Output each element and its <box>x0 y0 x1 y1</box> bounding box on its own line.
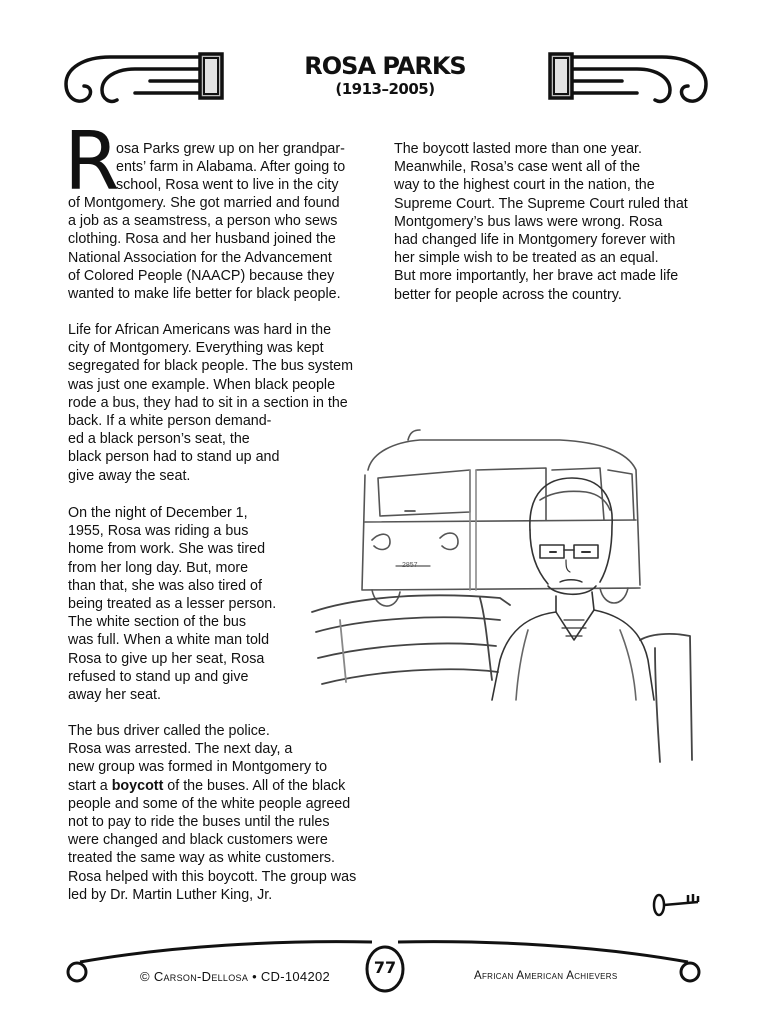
text-line: away her seat. <box>68 687 161 704</box>
right-column-paragraph <box>394 140 688 304</box>
text-line: ents’ farm in Alabama. After going to <box>116 159 346 176</box>
paragraph-2 <box>68 321 353 485</box>
text-line: refused to stand up and give <box>68 668 249 685</box>
text-line: way to the highest court in the nation, the <box>394 177 655 194</box>
text-line: The white section of the bus <box>68 614 247 631</box>
paragraph-1 <box>68 194 341 303</box>
text-line: Rosa to give up her seat, Rosa <box>68 650 265 667</box>
page-number: 77 <box>373 958 397 977</box>
text-line: was just one example. When black people <box>68 376 336 393</box>
right-header-ornament <box>550 54 706 101</box>
text-line: rode a bus, they had to sit in a section in the <box>68 394 348 411</box>
drop-cap-letter: R <box>64 115 118 208</box>
text-line: led by Dr. Martin Luther King, Jr. <box>68 886 273 903</box>
book-title: African American Achievers <box>474 970 618 982</box>
text-line: The boycott lasted more than one year. <box>394 141 642 157</box>
text-line: The bus driver called the police. <box>68 723 270 739</box>
text-line: ed a black person’s seat, the <box>68 431 250 448</box>
text-line: Rosa helped with this boycott. The group was <box>68 868 357 885</box>
text-line: people and some of the white people agreed <box>68 795 351 812</box>
text-line: Rosa was arrested. The next day, a <box>68 741 293 758</box>
copyright-symbol: © <box>140 969 150 984</box>
text-line: from her long day. But, more <box>68 559 249 576</box>
text-line: her simple wish to be treated as an equal. <box>394 250 659 267</box>
text-line: But more importantly, her brave act made life <box>394 268 679 285</box>
text-run: of the buses. All of the black <box>163 777 346 794</box>
rosa-bus-illustration <box>312 430 692 762</box>
text-line: Meanwhile, Rosa’s case went all of the <box>394 159 641 176</box>
text-line: back. If a white person demand- <box>68 413 272 430</box>
text-line: school, Rosa went to live in the city <box>116 177 339 194</box>
page-title: ROSA PARKS <box>304 52 466 80</box>
text-line: home from work. She was tired <box>68 541 266 558</box>
paragraph-4 <box>68 722 356 904</box>
text-line: were changed and black customers were <box>68 832 328 849</box>
text-line: Montgomery’s bus laws were wrong. Rosa <box>394 213 663 230</box>
text-line: of Colored People (NAACP) because they <box>68 267 335 284</box>
publisher-name: Carson-Dellosa <box>153 969 249 984</box>
text-line: of Montgomery. She got married and found <box>68 195 340 211</box>
text-line: a job as a seamstress, a person who sews <box>68 213 338 230</box>
text-line: new group was formed in Montgomery to <box>68 759 328 776</box>
paragraph-3 <box>68 504 276 704</box>
text-line-with-bold <box>68 777 356 795</box>
text-line: city of Montgomery. Everything was kept <box>68 340 324 357</box>
text-line: On the night of December 1, <box>68 505 248 521</box>
text-line: better for people across the country. <box>394 286 622 303</box>
text-line: being treated as a lesser person. <box>68 596 277 613</box>
text-line: had changed life in Montgomery forever with <box>394 232 676 249</box>
text-line: National Association for the Advancement <box>68 249 332 266</box>
bus-seats-drawing <box>312 595 692 762</box>
text-line: Supreme Court. The Supreme Court ruled that <box>394 195 688 212</box>
bus-drawing <box>362 430 640 606</box>
bus-number: 2857 <box>402 562 418 569</box>
text-run: start a <box>68 777 112 794</box>
footer-publisher <box>140 969 330 984</box>
text-line: Life for African Americans was hard in the <box>68 322 332 338</box>
text-line: not to pay to ride the buses until the rules <box>68 814 330 831</box>
key-icon <box>654 894 698 915</box>
text-line: osa Parks grew up on her grandpar- <box>116 141 345 157</box>
bold-term-boycott: boycott <box>111 777 164 794</box>
paragraph-1-indented <box>116 140 345 195</box>
text-line: black person had to stand up and <box>68 449 280 466</box>
product-code: CD-104202 <box>260 969 331 984</box>
text-line: give away the seat. <box>68 467 191 484</box>
text-line: 1955, Rosa was riding a bus <box>68 523 249 540</box>
text-line: treated the same way as white customers. <box>68 850 335 867</box>
footer-separator: • <box>252 969 257 984</box>
text-line: was full. When a white man told <box>68 632 270 649</box>
left-header-ornament <box>66 54 222 101</box>
text-line: clothing. Rosa and her husband joined the <box>68 231 336 248</box>
text-line: wanted to make life better for black people. <box>68 286 341 303</box>
text-line: segregated for black people. The bus system <box>68 358 354 375</box>
text-line: than that, she was also tired of <box>68 577 262 594</box>
page-subtitle-dates: (1913–2005) <box>335 80 435 98</box>
